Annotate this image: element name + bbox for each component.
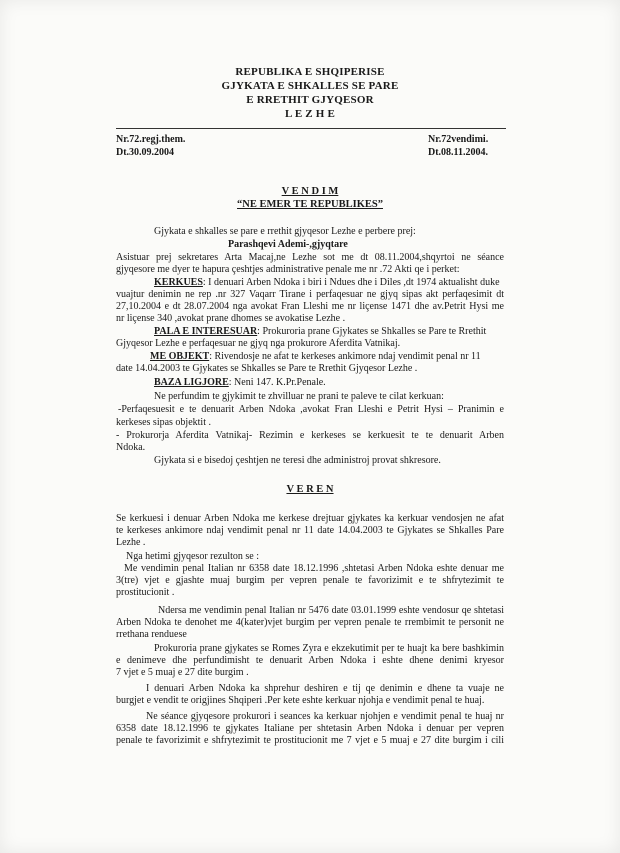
veren-p7-line-3: penale te favorizimit e shfrytezimit te prostitucionit me 7 vjet e 5 muaj e 27 dite burgim i cili (116, 735, 504, 746)
veren-p6-line-1: I denuari Arben Ndoka ka shprehur deshiren e tij qe denimin e dhene ta vuaje ne (146, 683, 504, 694)
baza-text: : Neni 147. K.Pr.Penale. (228, 377, 326, 388)
objekt-line-1 (150, 351, 481, 363)
veren-p5-line-2: e denimeve dhe perfundimisht te denuarit Arben Ndoka i eshte dhene denimi kryesor (116, 655, 504, 666)
conclusion-line: Ne perfundim te gjykimit te zhvilluar ne prani te paleve te cilat kerkuan: (154, 391, 444, 402)
header-city: L E Z H E (284, 108, 336, 120)
pala-line-2: Gjyqesor Lezhe e perfaqesuar ne gjyq nga prokurore Aferdita Vatnikaj. (116, 338, 401, 349)
decision-title: V E N D I M (281, 186, 339, 197)
veren-p3-line-2: 3(tre) vjet e gjashte muaj burgim per vepren penale te favorizimit e te shfrytezimit te (116, 575, 504, 586)
header-rule (116, 128, 506, 129)
assisted-line-1: Asistuar prej sekretares Arta Macaj,ne Lezhe sot me dt 08.11.2004,shqyrtoi ne séance (116, 252, 504, 263)
objekt-text: : Rivendosje ne afat te kerkeses ankimore ndaj vendimit penal nr 11 (209, 351, 481, 362)
decision-subtitle: “NE EMER TE REPUBLIKES” (237, 199, 383, 210)
kerkues-line-2: vuajtur denimin ne rep .nr 327 Vaqarr Tirane i perfaqesuar ne gjyq sipas akt perfaqesimit dt (116, 289, 504, 300)
veren-p4-line-3: rrethana renduese (116, 629, 187, 640)
pala-label: PALA E INTERESUAR (154, 326, 258, 337)
objekt-line-2: date 14.04.2003 te Gjykates se Shkalles se Pare te Rrethit Gjyqesor Lezhe . (116, 363, 418, 374)
veren-p7-line-1: Ne séance gjyqesore prokurori i seances ka kerkuar njohjen e vendimit penal te huaj nr (146, 711, 504, 722)
objekt-label: ME OBJEKT (150, 351, 210, 362)
header-court: GJYKATA E SHKALLES SE PARE (221, 80, 399, 92)
judge-name: Parashqevi Ademi-,gjyqtare (228, 239, 348, 250)
intro-line: Gjykata e shkalles se pare e rrethit gjyqesor Lezhe e perbere prej: (154, 226, 416, 237)
veren-p3-line-1: Me vendimin penal Italian nr 6358 date 18.12.1996 ,shtetasi Arben Ndoka eshte denuar me (124, 563, 504, 574)
kerkues-text: : I denuari Arben Ndoka i biri i Ndues dhe i Diles ,dt 1974 aktualisht duke (202, 277, 500, 288)
baza-line (154, 377, 326, 389)
veren-p2: Nga hetimi gjyqesor rezulton se : (126, 551, 260, 562)
assisted-line-2: gjyqesore me dyer te hapura çeshtjes administrative penale me nr .72 Akti qe i perket: (116, 264, 460, 275)
pala-text: : Prokuroria prane Gjykates se Shkalles se Pare te Rrethit (257, 326, 487, 337)
veren-p1-line-2: te kerkeses ankimore ndaj vendimit penal nr 11 date 14.04.2003 te Gjykates se Shkalles Pare (116, 525, 504, 536)
header-district: E RRETHIT GJYQESOR (246, 94, 374, 106)
decision-number: Nr.72vendimi. (428, 134, 489, 145)
kerkues-line-1 (154, 277, 500, 289)
veren-p3-line-3: prostitucionit . (116, 587, 175, 598)
baza-label: BAZA LIGJORE (154, 377, 229, 388)
register-number: Nr.72.regj.them. (116, 134, 186, 145)
pala-line-1 (154, 326, 486, 338)
veren-p4-line-1: Ndersa me vendimin penal Italian nr 5476 date 03.01.1999 eshte vendosur qe shtetasi (158, 605, 504, 616)
veren-p1-line-3: Lezhe . (116, 537, 146, 548)
court-discussion: Gjykata si e bisedoj çeshtjen ne teresi dhe administroj provat shkresore. (154, 455, 441, 466)
defense-request-1: -Perfaqesuesit e te denuarit Arben Ndoka ,avokat Fran Lleshi e Petrit Hysi – Pranimin e (118, 404, 504, 415)
prosecutor-request-2: Ndoka. (116, 442, 146, 453)
kerkues-line-4: nr liçense 340 ,avokat prane dhomes se avokatise Lezhe . (116, 313, 346, 324)
prosecutor-request-1: - Prokurorja Aferdita Vatnikaj- Rezimin e kerkeses se kerkuesit te te denuarit Arben (116, 430, 504, 441)
veren-heading: V E R E N (286, 484, 334, 495)
kerkues-line-3: 27,10.2004 e dt 28.07.2004 nga avokat Fran Lleshi me nr liçense 1471 dhe av.Petrit Hysi me (116, 301, 504, 312)
veren-p6-line-2: burgjet e vendit te origjines Shqiperi .Per kete eshte kerkuar njohja e vendimit penal te huaj. (116, 695, 485, 706)
veren-p4-line-2: Arben Ndoka te denohet me 4(kater)vjet burgim per vepren penale te rrembimit te personit ne (116, 617, 504, 628)
header-republic: REPUBLIKA E SHQIPERISE (235, 66, 385, 78)
register-date: Dt.30.09.2004 (116, 147, 175, 158)
defense-request-2: kerkeses sipas objektit . (116, 417, 211, 428)
decision-date: Dt.08.11.2004. (428, 147, 488, 158)
kerkues-label: KERKUES (154, 277, 203, 288)
veren-p5-line-1: Prokuroria prane gjykates se Romes Zyra e ekzekutimit per te huajt ka bere bashkimin (154, 643, 504, 654)
veren-p7-line-2: 6358 date 18.12.1996 te gjykates Italiane per shtetasin Arben Ndoka i denuar per vepren (116, 723, 504, 734)
veren-p5-line-3: 7 vjet e 5 muaj e 27 dite burgim . (116, 667, 249, 678)
veren-p1-line-1: Se kerkuesi i denuar Arben Ndoka me kerkese drejtuar gjykates ka kerkuar vendosjen ne afat (116, 513, 504, 524)
